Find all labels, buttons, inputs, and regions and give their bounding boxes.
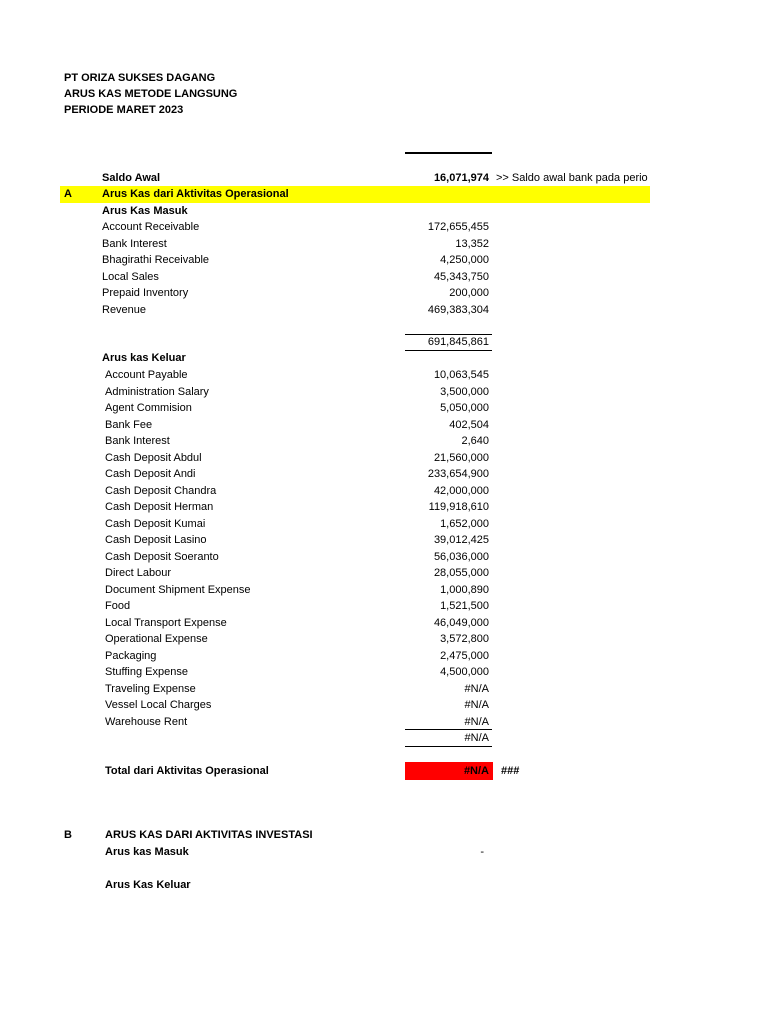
outflow-title: Arus kas Keluar	[102, 352, 186, 364]
section-b-letter: B	[64, 829, 72, 841]
section-b-inflow-value: -	[480, 846, 484, 858]
outflow-row-label: Direct Labour	[105, 567, 172, 579]
outflow-row-value: 1,000,890	[440, 583, 489, 596]
inflow-row-label: Bank Interest	[102, 237, 167, 250]
inflow-row-value: 45,343,750	[433, 270, 489, 283]
report-title: ARUS KAS METODE LANGSUNG	[64, 88, 238, 100]
section-a-letter: A	[64, 188, 72, 200]
outflow-row-label: Packaging	[105, 649, 157, 662]
outflow-row-value: 2,475,000	[440, 649, 489, 662]
inflow-row-label: Prepaid Inventory	[102, 287, 189, 299]
section-b-inflow-title: Arus kas Masuk	[105, 846, 189, 858]
outflow-row-value: 4,500,000	[440, 666, 489, 678]
outflow-row-label: Account Payable	[105, 369, 188, 381]
outflow-row-label: Cash Deposit Lasino	[105, 534, 207, 546]
outflow-row-value: 233,654,900	[427, 468, 489, 480]
inflow-row-label: Account Receivable	[102, 221, 200, 233]
report-period: PERIODE MARET 2023	[64, 104, 184, 116]
inflow-total-rule-bottom	[405, 350, 492, 351]
outflow-row-value: 3,500,000	[440, 385, 489, 398]
inflow-row-value: 13,352	[455, 237, 489, 250]
outflow-row-label: Cash Deposit Andi	[105, 468, 196, 480]
outflow-row-value: #N/A	[464, 715, 489, 728]
outflow-row-value: 5,050,000	[440, 402, 489, 414]
outflow-row-label: Bank Fee	[105, 418, 153, 431]
outflow-row-value: 119,918,610	[428, 501, 489, 513]
outflow-row-label: Document Shipment Expense	[105, 583, 251, 596]
outflow-row-value: 1,521,500	[440, 600, 489, 612]
outflow-row-label: Warehouse Rent	[105, 715, 188, 728]
inflow-row-value: 4,250,000	[440, 254, 489, 266]
section-b-title: ARUS KAS DARI AKTIVITAS INVESTASI	[105, 829, 313, 841]
saldo-awal-value: 16,071,974	[433, 172, 489, 184]
outflow-row-value: #N/A	[464, 682, 489, 695]
outflow-row-value: 28,055,000	[433, 567, 489, 579]
outflow-row-value: 46,049,000	[433, 616, 489, 629]
inflow-total: 691,845,861	[427, 336, 489, 348]
outflow-total: #N/A	[464, 732, 489, 744]
saldo-awal-label: Saldo Awal	[102, 172, 161, 184]
inflow-title: Arus Kas Masuk	[102, 205, 188, 217]
inflow-row-label: Bhagirathi Receivable	[102, 254, 210, 266]
grand-total-extra: ###	[501, 765, 520, 777]
outflow-row-label: Cash Deposit Herman	[105, 501, 214, 513]
saldo-awal-note: >> Saldo awal bank pada perio	[496, 172, 648, 184]
outflow-row-value: 3,572,800	[440, 633, 489, 645]
inflow-row-value: 469,383,304	[427, 303, 489, 316]
grand-total-label: Total dari Aktivitas Operasional	[105, 765, 269, 777]
outflow-row-label: Stuffing Expense	[105, 666, 188, 678]
outflow-row-value: 1,652,000	[440, 517, 489, 530]
outflow-row-value: 56,036,000	[433, 550, 489, 563]
outflow-row-label: Cash Deposit Kumai	[105, 517, 206, 530]
inflow-row-label: Local Sales	[102, 270, 159, 283]
outflow-row-value: 402,504	[449, 418, 489, 431]
outflow-row-label: Administration Salary	[105, 385, 209, 398]
outflow-row-label: Agent Commision	[105, 402, 192, 414]
outflow-row-label: Cash Deposit Abdul	[105, 451, 202, 464]
outflow-row-label: Operational Expense	[105, 633, 208, 645]
outflow-row-value: 42,000,000	[433, 484, 489, 497]
inflow-row-value: 200,000	[449, 287, 489, 299]
column-top-rule	[405, 152, 492, 154]
outflow-row-value: 2,640	[461, 435, 489, 447]
outflow-row-value: 21,560,000	[433, 451, 489, 464]
outflow-row-value: 39,012,425	[433, 534, 489, 546]
inflow-row-value: 172,655,455	[427, 221, 489, 233]
outflow-row-label: Cash Deposit Soeranto	[105, 550, 219, 563]
outflow-row-label: Bank Interest	[105, 435, 170, 447]
outflow-total-rule-bottom	[405, 746, 492, 747]
section-b-outflow-title: Arus Kas Keluar	[105, 879, 191, 891]
section-a-title: Arus Kas dari Aktivitas Operasional	[102, 188, 289, 200]
grand-total-value: #N/A	[463, 765, 489, 777]
outflow-row-label: Traveling Expense	[105, 682, 196, 695]
company-name: PT ORIZA SUKSES DAGANG	[64, 72, 216, 84]
outflow-row-value: 10,063,545	[433, 369, 489, 381]
outflow-row-label: Cash Deposit Chandra	[105, 484, 217, 497]
outflow-total-rule-top	[405, 729, 492, 730]
outflow-row-label: Vessel Local Charges	[105, 699, 212, 711]
outflow-row-value: #N/A	[464, 699, 489, 711]
inflow-row-label: Revenue	[102, 303, 147, 316]
outflow-row-label: Food	[105, 600, 131, 612]
outflow-row-label: Local Transport Expense	[105, 616, 227, 629]
